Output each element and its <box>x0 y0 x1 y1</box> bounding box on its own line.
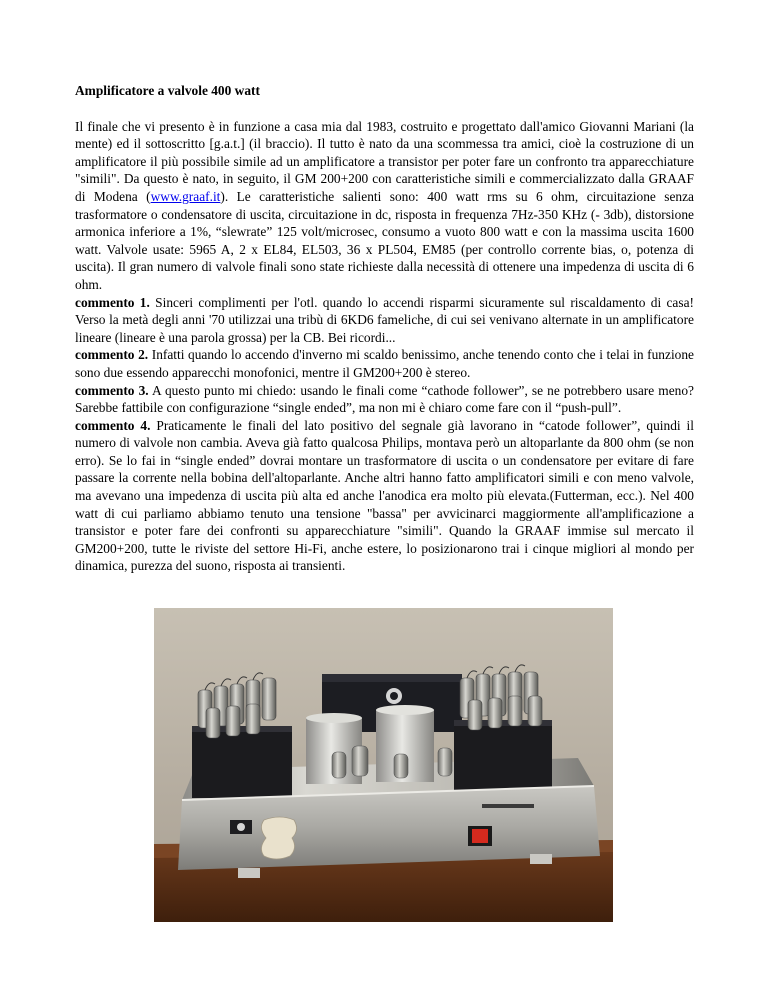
article-body <box>75 82 694 575</box>
intro-text-end: ). Le caratteristiche salienti sono: 400 watt rms su 6 ohm, circuitazione senza trasformatore o condensatore di uscita, circuitazione in dc, risposta in frequenza 7Hz-350 KHz (- 3db), distorsione armonica inferiore a 1%, “slewrate” 125 volt/microsec, consumo a vuoto 800 watt e con la massima uscita 1600 watt. Valvole usate: 5965 A, 2 x EL84, EL503, 36 x PL504, EM85 (per controllo corrente bias, o, potenza di uscita). Il gran numero di valvole finali sono state richieste dalla necessità di ottenere una impedenza di uscita di 6 ohm. <box>75 188 695 292</box>
comment-2 <box>75 346 694 381</box>
comment-text: Sinceri complimenti per l'otl. quando lo accendi risparmi sicuramente sul riscaldamento di casa! Verso la metà degli anni '70 utilizzai una tribù di 6KD6 fameliche, di cui sei venivano alternate in un amplificatore lineare (lineare è una parola grossa) per la CB. Bei ricordi... <box>75 294 694 345</box>
comment-label: commento 1. <box>75 294 150 310</box>
comment-3 <box>75 382 694 417</box>
comment-4 <box>75 417 694 575</box>
comment-text: Praticamente le finali del lato positivo del segnale già lavorano in “catode follower”, quindi il numero di valvole non cambia. Aveva già fatto qualcosa Philips, montava però un altoparlante da 800 ohm (se non erro). Se lo fai in “single ended” dovrai montare un trasformatore di uscita o un condensatore per evitare di fare passare la corrente nella bobina dell'altoparlante. Anche altri hanno fatto amplificatori simili e con meno valvole, ma avevano una impedenza di uscita più alta ed anche l'anodica era molto più elevata.(Futterman, ecc.). Nel 400 watt di cui parliamo abbiamo tenuto una tensione "bassa" per avvicinarci maggiormente all'amplificazione a transistor e poter fare dei confronti su apparecchiature "simili". Quando la GRAAF immise sul mercato il GM200+200, tutte le riviste del settore Hi-Fi, anche estere, lo posizionarono trai i cinque migliori al mondo per dinamica, purezza del suono, risposta ai transienti. <box>75 417 694 574</box>
comment-label: commento 4. <box>75 417 151 433</box>
comment-label: commento 2. <box>75 347 149 363</box>
comment-1 <box>75 294 694 347</box>
article-title: Amplificatore a valvole 400 watt <box>75 83 260 98</box>
comment-text: Infatti quando lo accendo d'inverno mi scaldo benissimo, anche tenendo conto che i telai in funzione sono due essendo apparecchi monofonici, mentre il GM200+200 è stereo. <box>75 347 694 380</box>
intro-paragraph <box>75 118 694 294</box>
comment-label: commento 3. <box>75 382 149 398</box>
comment-text: A questo punto mi chiedo: usando le finali come “cathode follower”, se ne potrebbero usare meno? Sarebbe fattibile con configurazione “single ended”, ma non mi è chiaro come fare con il “push-pull”. <box>75 382 694 416</box>
graaf-website-link[interactable]: www.graaf.it <box>150 188 221 204</box>
amplifier-photo <box>154 608 613 922</box>
intro-text-start: Il finale che vi presento è in funzione a casa mia dal 1983, costruito e progettato dall'amico Giovanni Mariani (la mente) ed il sottoscritto [g.a.t.] (il braccio). Il tutto è nato da una scommessa tra amici, cioè la costruzione di un amplificatore il più possibile simile ad un amplificatore a transistor per poter fare un confronto tra apparecchiature "simili". Da questo è nato, in seguito, il GM 200+200 con caratteristiche simili e commercializzato dalla GRAAF di Modena ( <box>75 118 694 204</box>
